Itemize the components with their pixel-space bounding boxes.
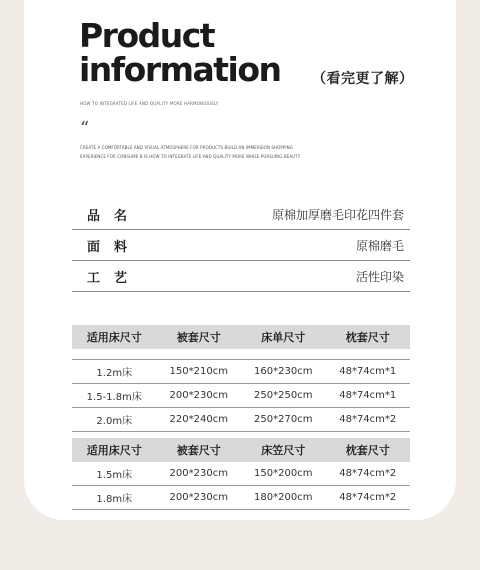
column-header: 枕套尺寸: [326, 325, 411, 349]
info-row-fabric: [72, 230, 410, 261]
table-row: [72, 384, 410, 408]
table-cell: 150*200cm: [241, 462, 326, 486]
info-value: 活性印染: [355, 269, 404, 284]
table-cell: 1.5-1.8m床: [72, 384, 157, 408]
table-cell: 200*230cm: [157, 486, 242, 510]
info-value: 原棉磨毛: [355, 238, 404, 253]
column-header: 被套尺寸: [157, 325, 242, 349]
info-key: 面料: [87, 239, 142, 255]
info-key: 品名: [87, 208, 142, 224]
quote-mark-icon: “: [80, 118, 90, 139]
column-header: 适用床尺寸: [72, 438, 157, 462]
table-cell: 180*200cm: [241, 486, 326, 510]
table-cell: 200*230cm: [157, 384, 242, 408]
column-header: 枕套尺寸: [326, 438, 411, 462]
table-cell: 1.8m床: [72, 486, 157, 510]
table-cell: 200*230cm: [157, 462, 242, 486]
table-header-row: [72, 438, 410, 462]
table-cell: 48*74cm*2: [326, 486, 411, 510]
info-row-craft: [72, 261, 410, 292]
table-cell: 48*74cm*1: [326, 384, 411, 408]
table-cell: 48*74cm*2: [326, 408, 411, 432]
page-title: [79, 16, 281, 89]
table-cell: 250*250cm: [241, 384, 326, 408]
table-row: [72, 408, 410, 432]
info-value: 原棉加厚磨毛印花四件套: [271, 207, 404, 222]
table-cell: 160*230cm: [241, 360, 326, 384]
title-line-2: information: [79, 50, 281, 89]
info-key: 工艺: [87, 270, 142, 286]
column-header: 被套尺寸: [157, 438, 242, 462]
table-row: [72, 462, 410, 486]
table-cell: 48*74cm*1: [326, 360, 411, 384]
table-spacer: [72, 349, 410, 360]
table-cell: 1.5m床: [72, 462, 157, 486]
table-row: [72, 360, 410, 384]
column-header: 适用床尺寸: [72, 325, 157, 349]
table-cell: 2.0m床: [72, 408, 157, 432]
tagline: HOW TO INTEGRATED LIFE AND QUALITY MORE HARMONIOUSLY: [80, 101, 219, 106]
table-cell: 48*74cm*2: [326, 462, 411, 486]
table-header-row: [72, 325, 410, 349]
column-header: 床笠尺寸: [241, 438, 326, 462]
table-cell: 1.2m床: [72, 360, 157, 384]
table-cell: 150*210cm: [157, 360, 242, 384]
description-text: CREATE A COMFORTABLE AND VISUAL ATMOSPHERE FOR PRODUCTS BUILD AN IMMERSION SHOPPING EXPERIENCE FOR CONSUME B IS HOW TO INTEGRATE LIFE AND QUALITY MORE WHILE PURSUING BEAUTY: [80, 145, 301, 159]
table-row: [72, 486, 410, 510]
info-table: [72, 199, 410, 292]
column-header: 床单尺寸: [241, 325, 326, 349]
see-more-note: （看完更了解）: [312, 71, 414, 87]
size-table-fitted: [72, 438, 410, 510]
title-line-1: Product: [79, 16, 215, 55]
info-row-name: [72, 199, 410, 230]
table-cell: 220*240cm: [157, 408, 242, 432]
table-cell: 250*270cm: [241, 408, 326, 432]
size-table-sheet: [72, 325, 410, 432]
